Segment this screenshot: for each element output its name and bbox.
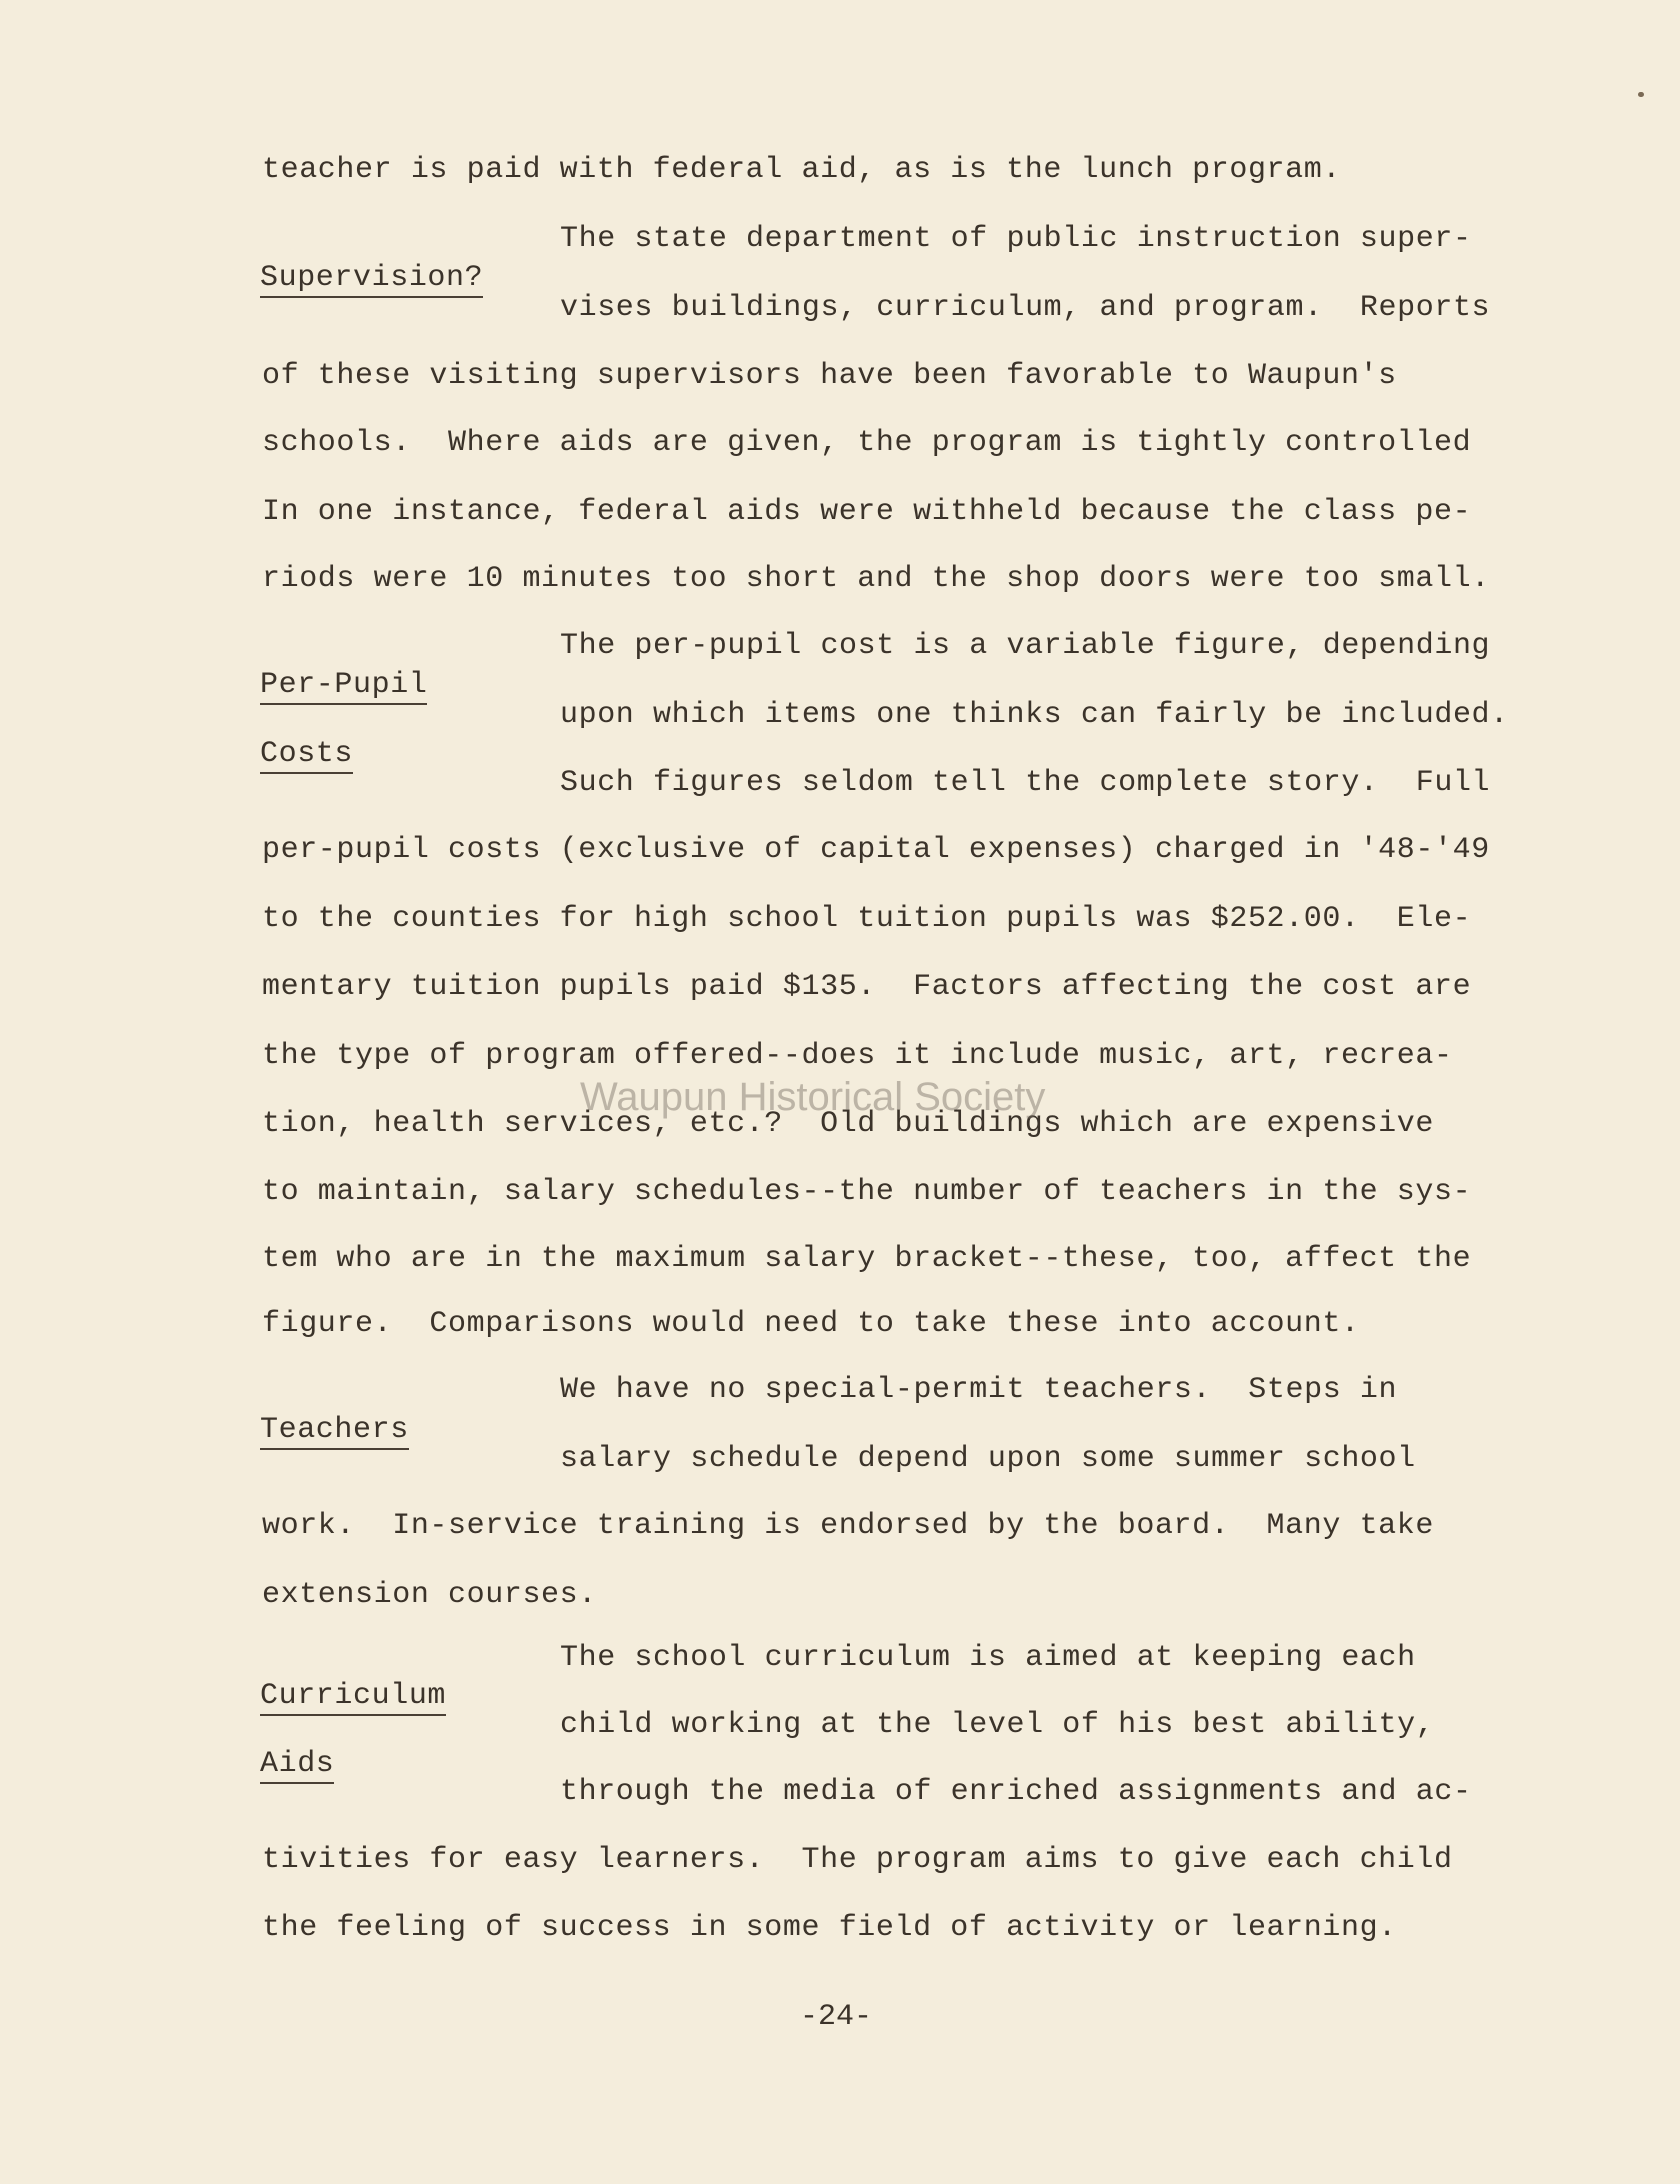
margin-heading-aids: Aids: [260, 1746, 334, 1784]
margin-heading-curriculum: Curriculum: [260, 1678, 446, 1716]
text-line: teacher is paid with federal aid, as is the lunch program.: [262, 153, 1341, 187]
text-line: In one instance, federal aids were withheld because the class pe-: [262, 495, 1472, 529]
text-line: riods were 10 minutes too short and the shop doors were too small.: [262, 562, 1490, 596]
margin-heading-costs: Costs: [260, 736, 353, 774]
text-line: per-pupil costs (exclusive of capital expenses) charged in '48-'49: [262, 833, 1490, 867]
text-line: the feeling of success in some field of activity or learning.: [262, 1911, 1397, 1945]
text-line: work. In-service training is endorsed by the board. Many take: [262, 1509, 1434, 1543]
text-line: Such figures seldom tell the complete story. Full: [560, 766, 1491, 800]
watermark: Waupun Historical Society: [580, 1075, 1046, 1119]
text-line: tivities for easy learners. The program aims to give each child: [262, 1843, 1453, 1877]
text-line: tion, health services, etc.? Old buildings which are expensive: [262, 1107, 1434, 1141]
text-line: figure. Comparisons would need to take these into account.: [262, 1307, 1360, 1341]
margin-heading-supervision: Supervision?: [260, 260, 483, 298]
text-line: to maintain, salary schedules--the number of teachers in the sys-: [262, 1175, 1472, 1209]
text-line: through the media of enriched assignments and ac-: [560, 1775, 1472, 1809]
text-line: extension courses.: [262, 1578, 597, 1612]
text-line: child working at the level of his best ability,: [560, 1708, 1435, 1742]
text-line: We have no special-permit teachers. Steps in: [560, 1373, 1398, 1407]
text-line: vises buildings, curriculum, and program. Reports: [560, 291, 1491, 325]
text-line: to the counties for high school tuition pupils was $252.00. Ele-: [262, 902, 1472, 936]
text-line: schools. Where aids are given, the program is tightly controlled: [262, 426, 1472, 460]
ink-speck: [1638, 92, 1644, 97]
text-line: of these visiting supervisors have been favorable to Waupun's: [262, 359, 1397, 393]
text-line: The state department of public instruction super-: [560, 222, 1472, 256]
text-line: The per-pupil cost is a variable figure, depending: [560, 629, 1491, 663]
page-number: -24-: [800, 2000, 873, 2034]
text-line: salary schedule depend upon some summer school: [560, 1442, 1416, 1476]
margin-heading-per-pupil: Per-Pupil: [260, 667, 427, 705]
text-line: tem who are in the maximum salary bracket--these, too, affect the: [262, 1242, 1472, 1276]
text-line: the type of program offered--does it include music, art, recrea-: [262, 1039, 1453, 1073]
text-line: upon which items one thinks can fairly be included.: [560, 698, 1509, 732]
text-line: mentary tuition pupils paid $135. Factors affecting the cost are: [262, 970, 1472, 1004]
margin-heading-teachers: Teachers: [260, 1412, 409, 1450]
text-line: The school curriculum is aimed at keeping each: [560, 1641, 1416, 1675]
